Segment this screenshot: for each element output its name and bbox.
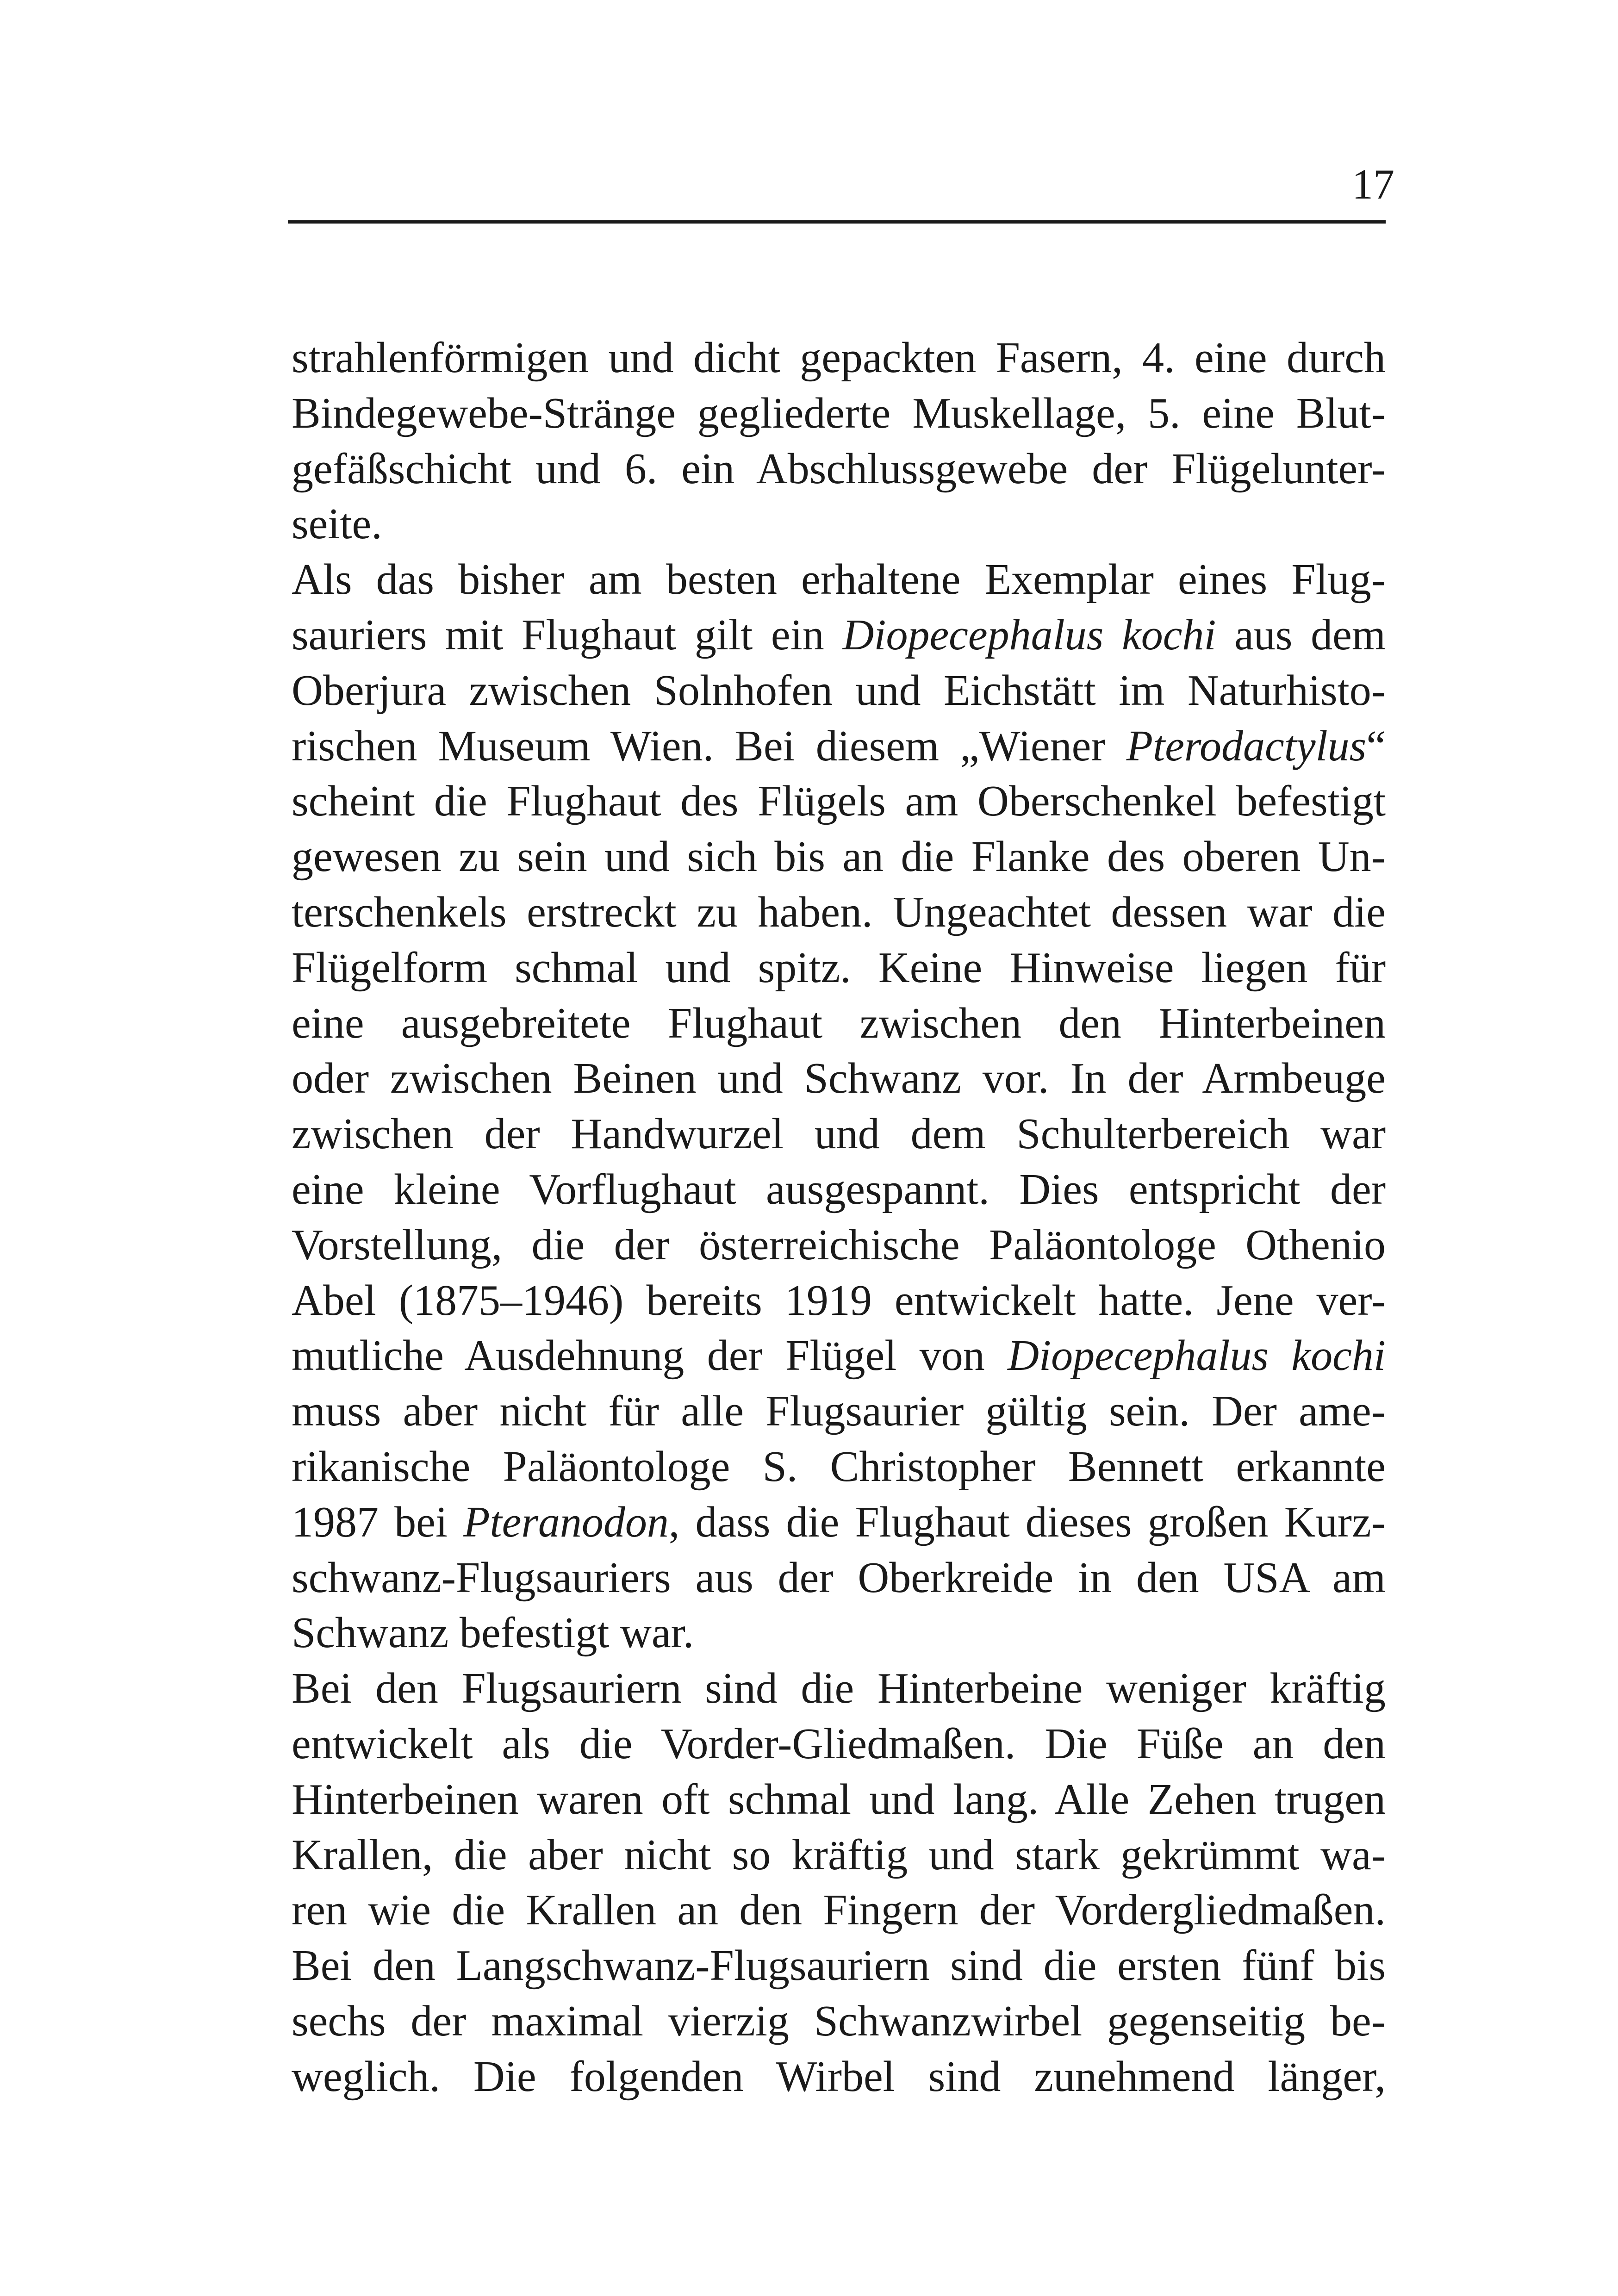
text-line: Bei den Flugsauriern sind die Hinterbeine weniger kräftig	[292, 1664, 1386, 1713]
text-run: aus dem	[1216, 610, 1386, 659]
text-line: oder zwischen Beinen und Schwanz vor. In der Armbeuge	[292, 1054, 1386, 1103]
text-line: entwickelt als die Vorder-Gliedmaßen. Die Füße an den	[292, 1719, 1386, 1768]
text-line: scheint die Flughaut des Flügels am Oberschenkel befestigt	[292, 777, 1386, 826]
text-run: , dass die Flughaut dieses großen Kurz-	[668, 1498, 1386, 1546]
text-line: Flügelform schmal und spitz. Keine Hinweise liegen für	[292, 943, 1386, 992]
text-line: Hinterbeinen waren oft schmal und lang. Alle Zehen trugen	[292, 1775, 1386, 1823]
text-line: gefäßschicht und 6. ein Abschlussgewebe der Flügelunter-	[292, 444, 1386, 493]
body-text	[292, 330, 1386, 2105]
text-line: sechs der maximal vierzig Schwanzwirbel gegenseitig be-	[292, 1997, 1386, 2045]
text-line: Oberjura zwischen Solnhofen und Eichstätt im Naturhisto-	[292, 666, 1386, 715]
text-line: Bei den Langschwanz-Flugsauriern sind die ersten fünf bis	[292, 1941, 1386, 1990]
text-line: Bindegewebe-Stränge gegliederte Muskellage, 5. eine Blut-	[292, 389, 1386, 437]
text-run: sauriers mit Flughaut gilt ein	[292, 610, 843, 659]
text-run: “	[1366, 722, 1386, 770]
text-line: eine ausgebreitete Flughaut zwischen den Hinterbeinen	[292, 999, 1386, 1047]
italic-taxon-name: Pterodactylus	[1126, 722, 1367, 770]
text-run: 1987 bei	[292, 1498, 464, 1546]
text-line	[292, 719, 1386, 774]
text-line: eine kleine Vorflughaut ausgespannt. Dies entspricht der	[292, 1165, 1386, 1213]
text-line	[292, 608, 1386, 663]
text-line: Abel (1875–1946) bereits 1919 entwickelt hatte. Jene ver-	[292, 1276, 1386, 1325]
text-line: weglich. Die folgenden Wirbel sind zunehmend länger,	[292, 2052, 1386, 2101]
text-line: seite.	[292, 500, 382, 548]
text-line: Vorstellung, die der österreichische Paläontologe Othenio	[292, 1220, 1386, 1269]
text-line: strahlenförmigen und dicht gepackten Fasern, 4. eine durch	[292, 334, 1386, 382]
italic-taxon-name: Pteranodon	[463, 1498, 669, 1546]
text-line: schwanz-Flugsauriers aus der Oberkreide in den USA am	[292, 1553, 1386, 1602]
header-rule	[288, 220, 1386, 224]
text-line	[292, 1328, 1386, 1384]
text-line: Als das bisher am besten erhaltene Exemplar eines Flug-	[292, 555, 1386, 604]
page-number: 17	[1352, 161, 1394, 208]
italic-taxon-name: Diopecephalus kochi	[1008, 1332, 1386, 1380]
text-line: Krallen, die aber nicht so kräftig und stark gekrümmt wa-	[292, 1830, 1386, 1879]
italic-taxon-name: Diopecephalus kochi	[842, 610, 1216, 659]
text-line: gewesen zu sein und sich bis an die Flanke des oberen Un-	[292, 833, 1386, 881]
text-line	[292, 1495, 1386, 1550]
text-line: terschenkels erstreckt zu haben. Ungeachtet dessen war die	[292, 888, 1386, 936]
text-line: muss aber nicht für alle Flugsaurier gültig sein. Der ame-	[292, 1387, 1386, 1436]
text-line: ren wie die Krallen an den Fingern der Vordergliedmaßen.	[292, 1886, 1386, 1935]
text-line: rikanische Paläontologe S. Christopher Bennett erkannte	[292, 1442, 1386, 1491]
text-line: Schwanz befestigt war.	[292, 1609, 694, 1657]
text-run: mutliche Ausdehnung der Flügel von	[292, 1332, 1008, 1380]
text-run: rischen Museum Wien. Bei diesem „Wiener	[292, 722, 1126, 770]
text-line: zwischen der Handwurzel und dem Schulterbereich war	[292, 1110, 1386, 1158]
